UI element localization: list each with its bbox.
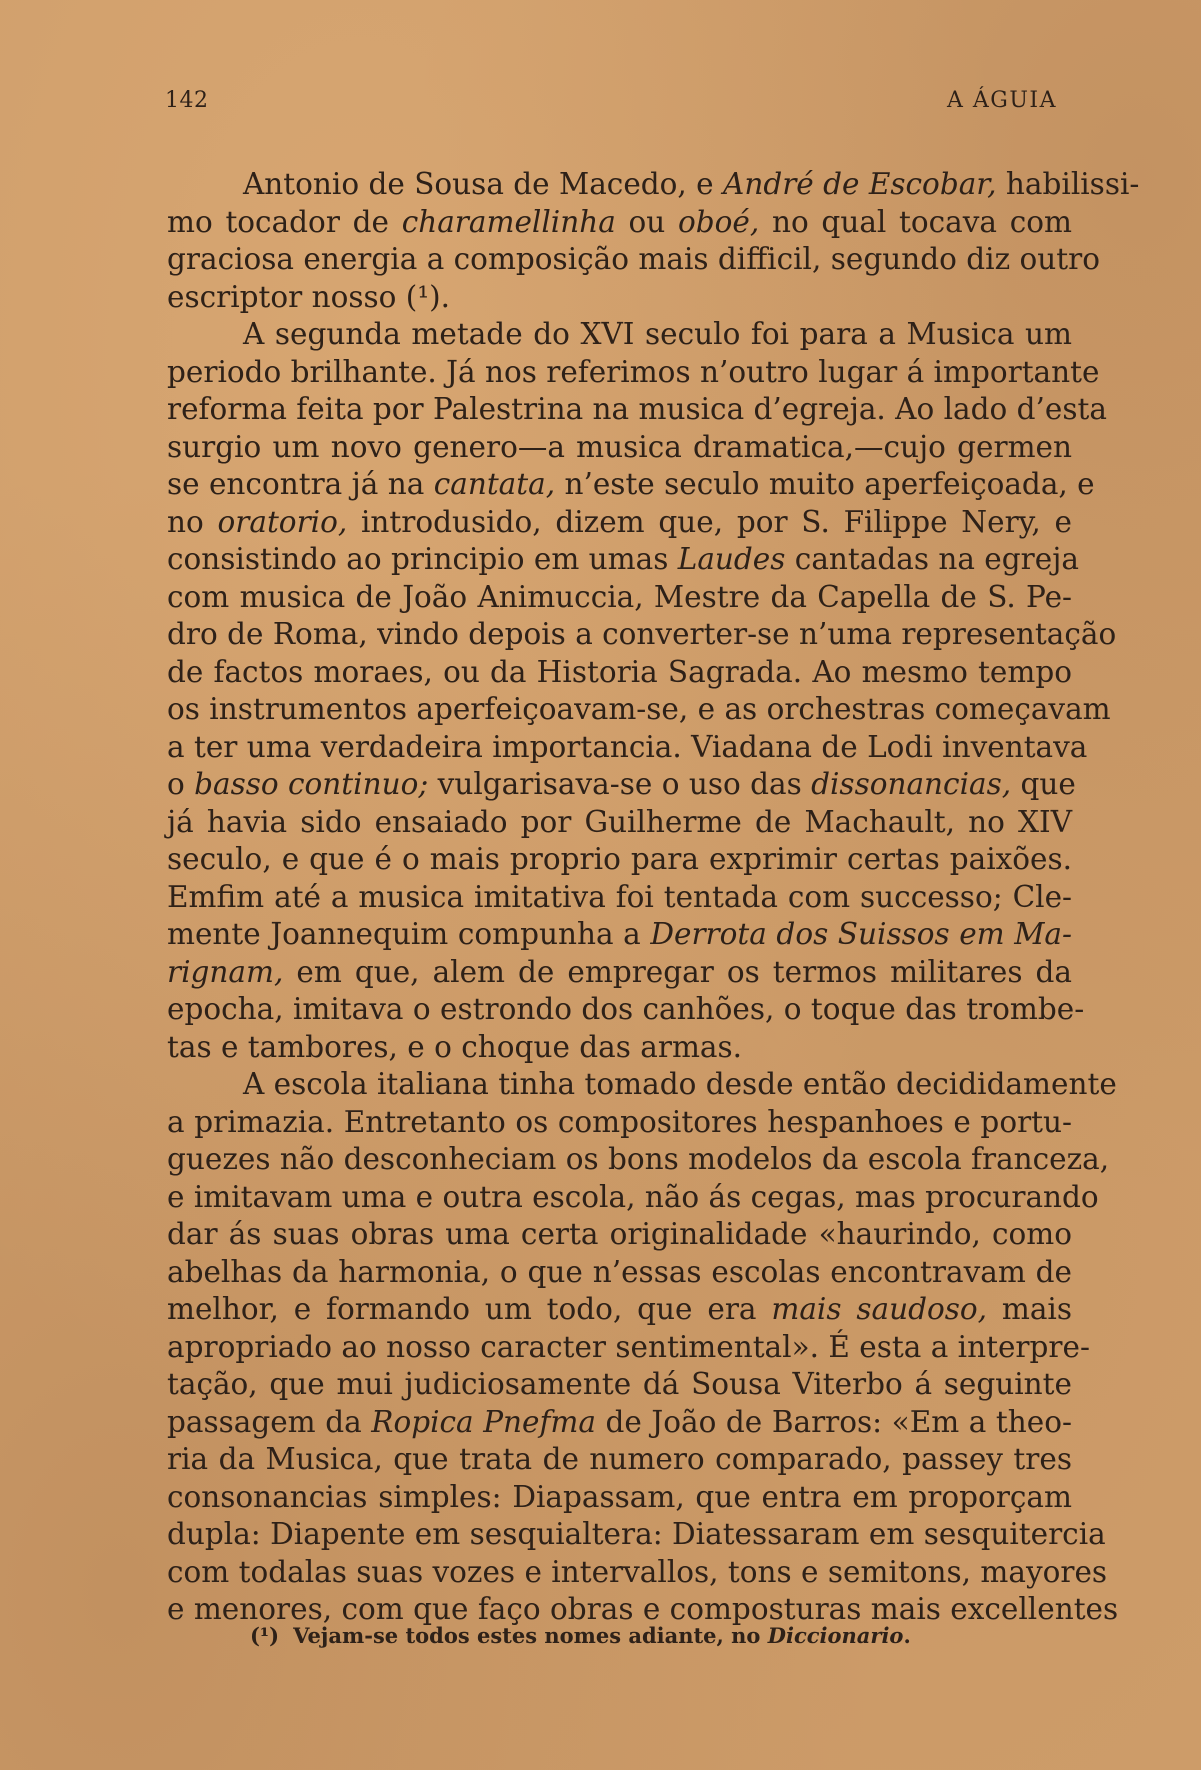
italic-name: André de Escobar, (723, 167, 997, 201)
text-line: tação, que mui judiciosamente dá Sousa Viterbo á seguinte (167, 1367, 1072, 1401)
text-line: mente Joannequim compunha a Derrota dos Suissos em Ma- (167, 917, 1072, 951)
italic-term: oratorio, (217, 504, 348, 539)
italic-title: Ropica Pnefma (371, 1404, 596, 1439)
text-line: a ter uma verdadeira importancia. Viadana de Lodi inventava (167, 729, 1088, 764)
text-line: com musica de João Animuccia, Mestre da Capella de S. Pe- (167, 579, 1072, 614)
text-line: no oratorio, introdusido, dizem que, por S. Filippe Nery, e (167, 504, 1072, 539)
footnote-italic: Diccionario (767, 1623, 904, 1648)
text-line: Emfim até a musica imitativa foi tentada com successo; Cle- (167, 879, 1072, 914)
text-line: os instrumentos aperfeiçoavam-se, e as orchestras começavam (167, 692, 1111, 726)
text-line: periodo brilhante. Já nos referimos n’outro lugar á importante (167, 354, 1100, 389)
running-head: A ÁGUIA (947, 88, 1057, 113)
text-line: o basso continuo; vulgarisava-se o uso das dissonancias, que (167, 767, 1076, 801)
text-line: rignam, em que, alem de empregar os termos militares da (167, 954, 1072, 989)
text-line: dro de Roma, vindo depois a converter-se n’uma representação (167, 617, 1117, 651)
italic-term: mais saudoso, (771, 1292, 988, 1326)
text-line: graciosa energia a composição mais difficil, segundo diz outro (167, 242, 1100, 276)
text-line: consistindo ao principio em umas Laudes cantadas na egreja (167, 542, 1079, 576)
body-text (167, 166, 1140, 1629)
text-line: tas e tambores, e o choque das armas. (167, 1029, 743, 1064)
page-number: 142 (165, 88, 209, 113)
text-line: Antonio de Sousa de Macedo, e André de Escobar, habilissi- (243, 167, 1140, 201)
text-line: se encontra já na cantata, n’este seculo muito aperfeiçoada, e (167, 467, 1095, 501)
italic-term: dissonancias, (811, 767, 1012, 801)
text-line: reforma feita por Palestrina na musica d’egreja. Ao lado d’esta (167, 392, 1107, 426)
italic-term: oboé, (678, 204, 760, 239)
text-line: de factos moraes, ou da Historia Sagrada. Ao mesmo tempo (167, 654, 1072, 689)
footnote-mark: (¹) (250, 1623, 280, 1648)
text-line: apropriado ao nosso caracter sentimental». É esta a interpre- (167, 1329, 1090, 1364)
footnote-end: . (903, 1623, 911, 1648)
text-line: guezes não desconheciam os bons modelos da escola franceza, (167, 1142, 1110, 1176)
text-line: A escola italiana tinha tomado desde então decididamente (243, 1067, 1117, 1101)
text-line: melhor, e formando um todo, que era mais saudoso, mais (167, 1292, 1073, 1326)
text-line: com todalas suas vozes e intervallos, tons e semitons, mayores (167, 1554, 1108, 1589)
text-line: dar ás suas obras uma certa originalidade «haurindo, como (167, 1217, 1072, 1251)
text-line: dupla: Diapente em sesquialtera: Diatessaram em sesquitercia (167, 1517, 1106, 1551)
text-line: consonancias simples: Diapassam, que entra em proporçam (167, 1479, 1072, 1514)
text-line: ria da Musica, que trata de numero comparado, passey tres (167, 1442, 1072, 1476)
italic-title: Derrota dos Suissos em Ma- (650, 917, 1072, 951)
text-line: passagem da Ropica Pnefma de João de Barros: «Em a theo- (167, 1404, 1072, 1439)
footnote-text: Vejam-se todos estes nomes adiante, no (293, 1623, 768, 1648)
text-line: A segunda metade do XVI seculo foi para a Musica um (243, 317, 1072, 351)
italic-term: cantata, (433, 467, 556, 501)
text-line: mo tocador de charamellinha ou oboé, no qual tocava com (167, 204, 1072, 239)
text-line: já havia sido ensaiado por Guilherme de Machault, no XIV (167, 804, 1072, 839)
text-line: e menores, com que faço obras e composturas mais excellentes (167, 1592, 1119, 1626)
footnote (250, 1623, 911, 1648)
italic-term: charamellinha (401, 204, 616, 239)
italic-term: Laudes (677, 542, 786, 576)
text-line: seculo, e que é o mais proprio para exprimir certas paixões. (167, 842, 1072, 876)
italic-term: basso continuo; (194, 767, 429, 801)
text-line: a primazia. Entretanto os compositores hespanhoes e portu- (167, 1104, 1072, 1139)
italic-title: rignam, (167, 954, 284, 989)
text-line: epocha, imitava o estrondo dos canhões, o toque das trombe- (167, 992, 1085, 1026)
text-line: abelhas da harmonia, o que n’essas escolas encontravam de (167, 1254, 1072, 1289)
text-line: escriptor nosso (¹). (167, 279, 451, 314)
text-line: e imitavam uma e outra escola, não ás cegas, mas procurando (167, 1179, 1099, 1214)
text-line: surgio um novo genero—a musica dramatica,—cujo germen (167, 429, 1072, 464)
